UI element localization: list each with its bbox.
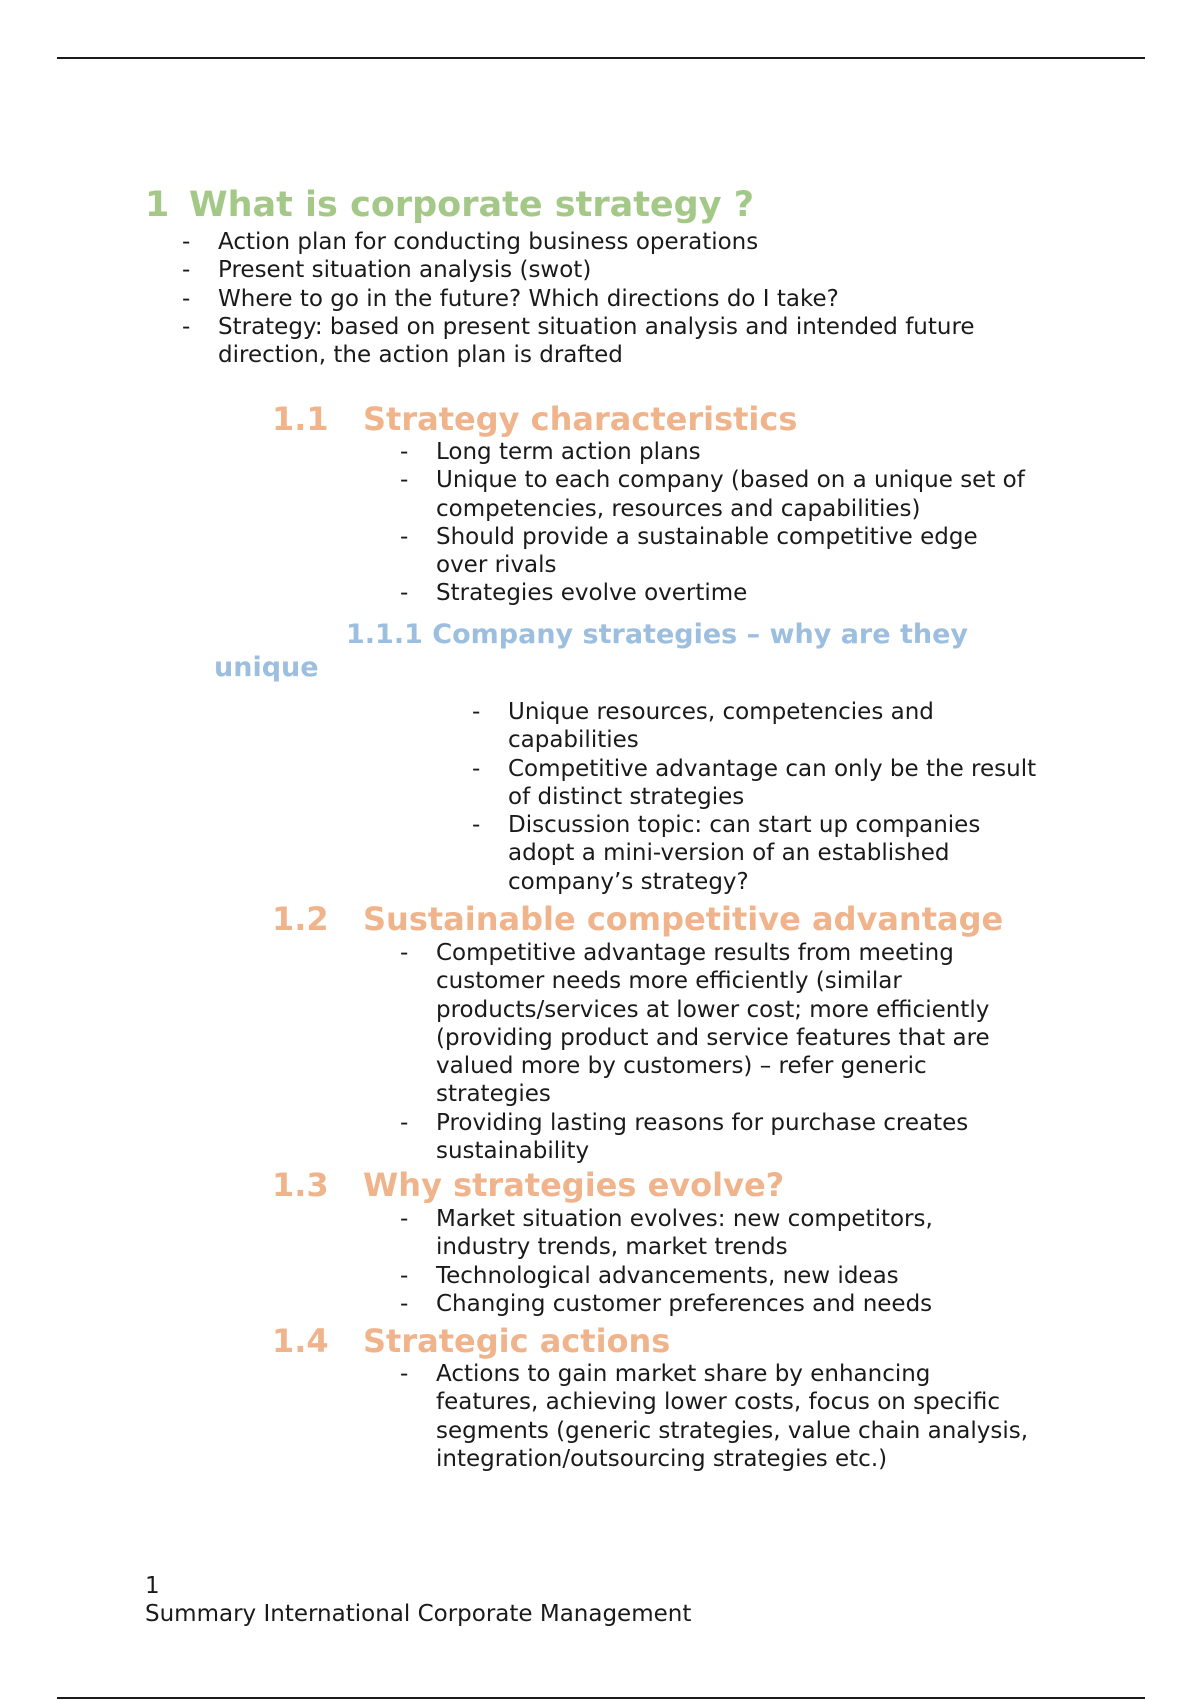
section-1-3-bullet-list bbox=[400, 1205, 996, 1318]
bullet-dash: - bbox=[182, 229, 191, 255]
list-item-text: Unique to each company (based on a unique set of competencies, resources and capabilities) bbox=[436, 467, 1025, 522]
list-item bbox=[400, 523, 1036, 580]
section-1-1-1-bullet-list bbox=[472, 698, 1038, 896]
list-item-text: Actions to gain market share by enhancing features, achieving lower costs, focus on specific segments (generic strategies, value chain analysis, integration/outsourcing strategies etc.) bbox=[436, 1361, 1029, 1472]
list-item bbox=[472, 755, 1038, 812]
footer-rule bbox=[57, 1697, 1145, 1699]
section-1-4-title: Strategic actions bbox=[363, 1322, 671, 1360]
bullet-dash: - bbox=[400, 439, 409, 465]
section-1-bullet-list bbox=[182, 228, 1048, 369]
section-1-3-number: 1.3 bbox=[272, 1166, 329, 1204]
section-1-3-heading bbox=[272, 1166, 784, 1204]
bullet-dash: - bbox=[400, 523, 409, 550]
list-item-text: Strategy: based on present situation analysis and intended future direction, the action plan is drafted bbox=[218, 313, 975, 369]
list-item bbox=[400, 1290, 996, 1318]
footer-document-title: Summary International Corporate Management bbox=[145, 1601, 692, 1627]
list-item bbox=[400, 1205, 996, 1262]
list-item-text: Competitive advantage results from meeting customer needs more efficiently (similar products/services at lower cost; more efficiently (providing product and service features that are valued more by customers) – refer generic strategies bbox=[436, 940, 990, 1108]
bullet-dash: - bbox=[400, 580, 409, 607]
list-item-text: Action plan for conducting business operations bbox=[218, 229, 759, 255]
list-item-text: Should provide a sustainable competitive edge over rivals bbox=[436, 523, 978, 579]
bullet-dash: - bbox=[400, 1290, 409, 1317]
list-item-text: Changing customer preferences and needs bbox=[436, 1290, 933, 1317]
section-1-2-title: Sustainable competitive advantage bbox=[363, 900, 1004, 938]
section-1-1-number: 1.1 bbox=[272, 400, 329, 438]
bullet-dash: - bbox=[472, 699, 481, 725]
list-item-text: Strategies evolve overtime bbox=[436, 580, 748, 607]
section-1-4-heading bbox=[272, 1322, 670, 1360]
list-item-text: Long term action plans bbox=[436, 439, 701, 465]
section-1-1-bullet-list bbox=[400, 438, 1076, 608]
section-1-1-heading bbox=[272, 400, 797, 438]
bullet-dash: - bbox=[182, 285, 191, 312]
section-1-2-number: 1.2 bbox=[272, 900, 329, 938]
section-1-1-title: Strategy characteristics bbox=[363, 400, 798, 438]
section-1-3-title: Why strategies evolve? bbox=[363, 1166, 785, 1204]
list-item-text: Competitive advantage can only be the result of distinct strategies bbox=[508, 755, 1037, 810]
section-1-heading bbox=[145, 185, 754, 225]
list-item-text: Discussion topic: can start up companies adopt a mini-version of an established company’s strategy? bbox=[508, 812, 981, 895]
list-item-text: Technological advancements, new ideas bbox=[436, 1262, 899, 1289]
list-item-text: Unique resources, competencies and capabilities bbox=[508, 699, 934, 754]
list-item-text: Where to go in the future? Which directions do I take? bbox=[218, 285, 839, 312]
list-item bbox=[400, 1109, 1046, 1166]
section-1-1-1-heading-line2: unique bbox=[214, 652, 319, 683]
list-item-text: Providing lasting reasons for purchase creates sustainability bbox=[436, 1109, 969, 1165]
list-item bbox=[182, 313, 1048, 370]
bullet-dash: - bbox=[400, 1206, 409, 1232]
list-item bbox=[400, 579, 1076, 607]
page-number: 1 bbox=[145, 1573, 160, 1599]
list-item bbox=[182, 228, 1048, 256]
bullet-dash: - bbox=[182, 257, 191, 284]
list-item bbox=[400, 438, 1076, 466]
list-item-text: Present situation analysis (swot) bbox=[218, 257, 592, 284]
bullet-dash: - bbox=[182, 313, 191, 340]
section-1-2-heading bbox=[272, 900, 1003, 938]
list-item bbox=[472, 811, 1038, 896]
section-1-2-bullet-list bbox=[400, 939, 1046, 1165]
bullet-dash: - bbox=[472, 755, 481, 782]
bullet-dash: - bbox=[400, 1262, 409, 1289]
list-item bbox=[182, 256, 1048, 284]
bullet-dash: - bbox=[400, 1109, 409, 1136]
bullet-dash: - bbox=[400, 1361, 409, 1387]
section-1-1-1-heading-line1: 1.1.1 Company strategies – why are they bbox=[346, 619, 968, 650]
section-1-title: What is corporate strategy ? bbox=[189, 185, 755, 225]
section-1-number: 1 bbox=[145, 185, 170, 225]
list-item-text: Market situation evolves: new competitors, industry trends, market trends bbox=[436, 1206, 933, 1261]
list-item bbox=[182, 285, 1048, 313]
list-item bbox=[400, 1262, 996, 1290]
bullet-dash: - bbox=[400, 940, 409, 966]
list-item bbox=[400, 466, 1076, 523]
list-item bbox=[400, 939, 1046, 1109]
header-rule bbox=[57, 57, 1145, 59]
bullet-dash: - bbox=[472, 812, 481, 839]
section-1-4-number: 1.4 bbox=[272, 1322, 329, 1360]
section-1-4-bullet-list bbox=[400, 1360, 1036, 1473]
list-item bbox=[400, 1360, 1036, 1473]
list-item bbox=[472, 698, 1038, 755]
bullet-dash: - bbox=[400, 467, 409, 494]
